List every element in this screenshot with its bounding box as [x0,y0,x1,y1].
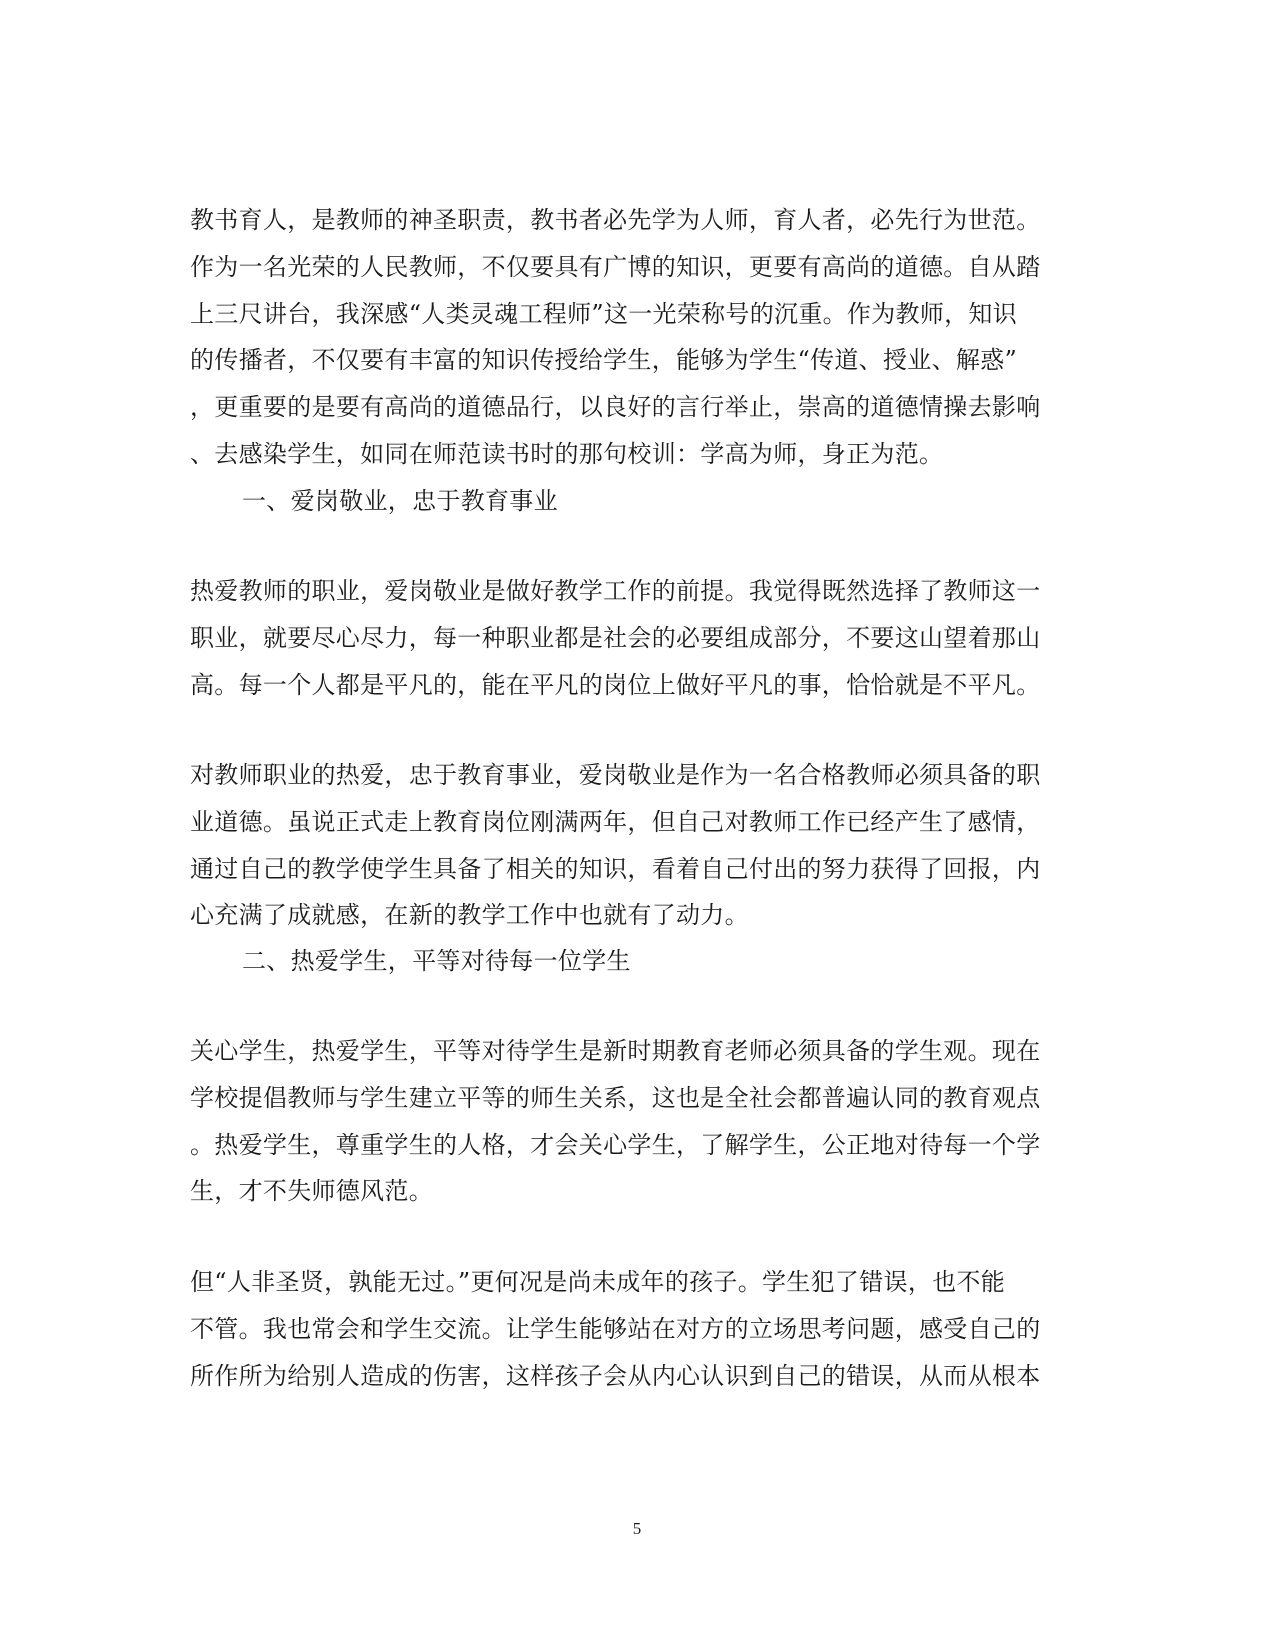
text-line: 心充满了成就感，在新的教学工作中也就有了动力。 [190,901,749,929]
text-line: 学校提倡教师与学生建立平等的师生关系，这也是全社会都普遍认同的教育观点 [190,1084,1041,1112]
text-line: 高。每一个人都是平凡的，能在平凡的岗位上做好平凡的事，恰恰就是不平凡。 [190,671,1041,699]
text-line: 的传播者，不仅要有丰富的知识传授给学生，能够为学生“传道、授业、解惑” [190,346,1018,374]
text-line: 关心学生，热爱学生，平等对待学生是新时期教育老师必须具备的学生观。现在 [190,1037,1041,1065]
text-line: 生，才不失师德风范。 [190,1177,433,1205]
text-line: 、去感染学生，如同在师范读书时的那句校训：学高为师，身正为范。 [190,440,944,468]
text-line: ，更重要的是要有高尚的道德品行，以良好的言行举止，崇高的道德情操去影响 [190,393,1041,421]
text-line: 热爱教师的职业，爱岗敬业是做好教学工作的前提。我觉得既然选择了教师这一 [190,577,1041,605]
text-line: 上三尺讲台，我深感“人类灵魂工程师”这一光荣称号的沉重。作为教师，知识 [190,300,1018,328]
text-line: 对教师职业的热爱，忠于教育事业，爱岗敬业是作为一名合格教师必须具备的职 [190,761,1041,789]
text-line: 不管。我也常会和学生交流。让学生能够站在对方的立场思考问题，感受自己的 [190,1315,1041,1343]
page-number: 5 [632,1519,642,1538]
text-line: 所作所为给别人造成的伤害，这样孩子会从内心认识到自己的错误，从而从根本 [190,1362,1041,1390]
text-line: 职业，就要尽心尽力，每一种职业都是社会的必要组成部分，不要这山望着那山 [190,624,1041,652]
section-heading-1: 一、爱岗敬业，忠于教育事业 [242,487,558,515]
text-line: 但“人非圣贤，孰能无过。”更何况是尚未成年的孩子。学生犯了错误，也不能 [190,1268,1006,1296]
text-line: 业道德。虽说正式走上教育岗位刚满两年，但自己对教师工作已经产生了感情， [190,808,1041,836]
text-line: 教书育人，是教师的神圣职责，教书者必先学为人师，育人者，必先行为世范。 [190,206,1041,234]
text-line: 作为一名光荣的人民教师，不仅要具有广博的知识，更要有高尚的道德。自从踏 [190,253,1041,281]
section-heading-2: 二、热爱学生，平等对待每一位学生 [242,947,631,975]
text-line: 。热爱学生，尊重学生的人格，才会关心学生，了解学生，公正地对待每一个学 [190,1131,1041,1159]
text-line: 通过自己的教学使学生具备了相关的知识，看着自己付出的努力获得了回报，内 [190,855,1041,883]
